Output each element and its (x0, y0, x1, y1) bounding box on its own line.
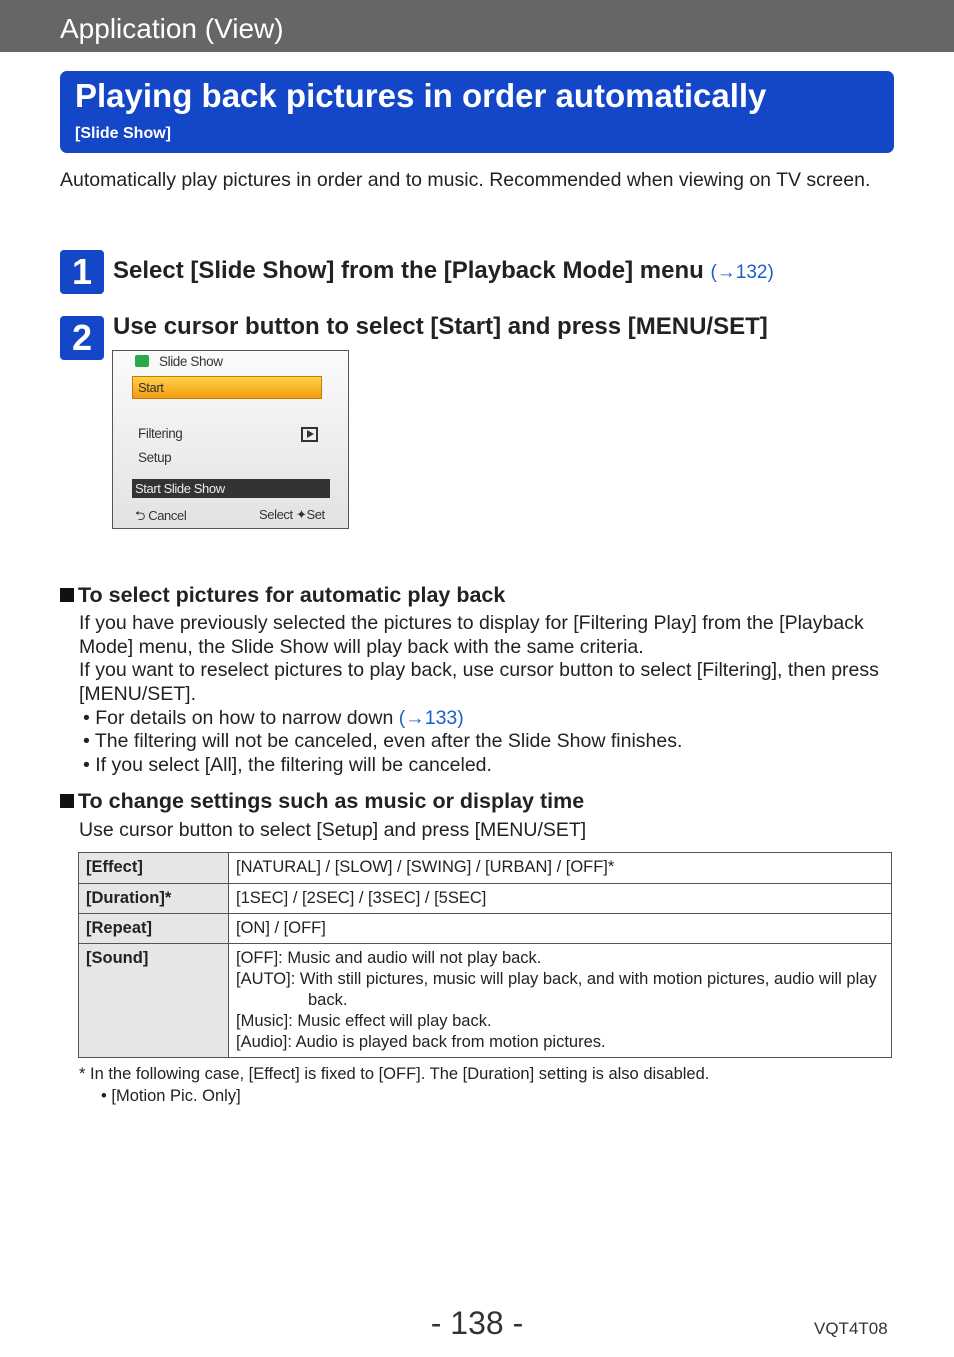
table-value-duration: [1SEC] / [2SEC] / [3SEC] / [5SEC] (229, 884, 892, 914)
table-row (79, 884, 892, 914)
table-key-effect: [Effect] (79, 853, 229, 884)
page-title: Playing back pictures in order automatically (75, 77, 767, 114)
table-key-sound: [Sound] (79, 944, 229, 1058)
screen-select-hint: Select ✦Set (259, 507, 325, 522)
screen-start-item: Start (132, 376, 322, 399)
table-value-effect: [NATURAL] / [SLOW] / [SWING] / [URBAN] / [OFF]* (229, 853, 892, 884)
table-value-repeat: [ON] / [OFF] (229, 914, 892, 944)
screen-cancel-hint: ⮌ Cancel (135, 508, 187, 523)
table-value-sound (229, 944, 892, 1058)
square-bullet-icon (60, 588, 74, 602)
square-bullet-icon (60, 794, 74, 808)
cursor-dial-icon: ✦ (295, 507, 307, 522)
screen-filtering-item: Filtering (138, 426, 183, 441)
section1-bullet-1: • For details on how to narrow down (→133) (83, 707, 464, 729)
screen-status-bar: Start Slide Show (132, 479, 330, 498)
table-row (79, 853, 892, 884)
camera-screen-illustration (112, 350, 349, 529)
step-1-page-link[interactable]: (→132) (710, 262, 774, 283)
table-key-duration: [Duration]* (79, 884, 229, 914)
section2-paragraph: Use cursor button to select [Setup] and press [MENU/SET] (79, 819, 587, 841)
play-icon (301, 427, 318, 442)
step-2-number: 2 (60, 316, 104, 360)
section1-paragraph-1: If you have previously selected the pictures to display for [Filtering Play] from the [Playback Mode] menu, the Slide Show will play back with the same criteria. (79, 612, 864, 658)
step-1-label: Select [Slide Show] from the [Playback Mode] menu (113, 257, 704, 284)
section-heading-select-pictures: To select pictures for automatic play back (60, 583, 505, 608)
page-link-133[interactable]: (→133) (398, 707, 464, 729)
page-subtitle: [Slide Show] (75, 125, 171, 142)
section-label: Application (View) (60, 13, 284, 44)
section1-bullet-2: • The filtering will not be canceled, even after the Slide Show finishes. (83, 730, 683, 752)
section1-bullet-3: • If you select [All], the filtering will be canceled. (83, 754, 492, 776)
sound-option-off: [OFF]: Music and audio will not play back. (236, 949, 542, 967)
table-row (79, 914, 892, 944)
footnote-text: * In the following case, [Effect] is fixed to [OFF]. The [Duration] setting is also disabled. (79, 1065, 710, 1083)
playback-icon (135, 355, 149, 367)
return-arrow-icon: ⮌ (135, 508, 146, 523)
sound-option-music: [Music]: Music effect will play back. (236, 1012, 492, 1030)
step-1-text (113, 257, 774, 285)
sound-option-auto: [AUTO]: With still pictures, music will play back, and with motion pictures, audio will play back. (236, 970, 877, 1009)
table-key-repeat: [Repeat] (79, 914, 229, 944)
title-banner (60, 71, 894, 153)
step-1-number: 1 (60, 250, 104, 294)
section-heading-change-settings: To change settings such as music or display time (60, 789, 584, 814)
document-code: VQT4T08 (814, 1319, 888, 1338)
intro-text: Automatically play pictures in order and to music. Recommended when viewing on TV screen. (60, 169, 871, 191)
table-row (79, 944, 892, 1058)
section1-paragraph-2: If you want to reselect pictures to play back, use cursor button to select [Filtering], then press [MENU/SET]. (79, 659, 879, 705)
footnote-bullet: • [Motion Pic. Only] (101, 1087, 241, 1105)
settings-table (78, 852, 892, 1058)
section-header-bar (0, 0, 954, 52)
page-number: - 138 - (430, 1305, 524, 1341)
step-2-text: Use cursor button to select [Start] and press [MENU/SET] (113, 313, 768, 340)
screen-menu-title: Slide Show (159, 354, 223, 369)
sound-option-audio: [Audio]: Audio is played back from motion pictures. (236, 1033, 606, 1051)
screen-setup-item: Setup (138, 450, 172, 465)
